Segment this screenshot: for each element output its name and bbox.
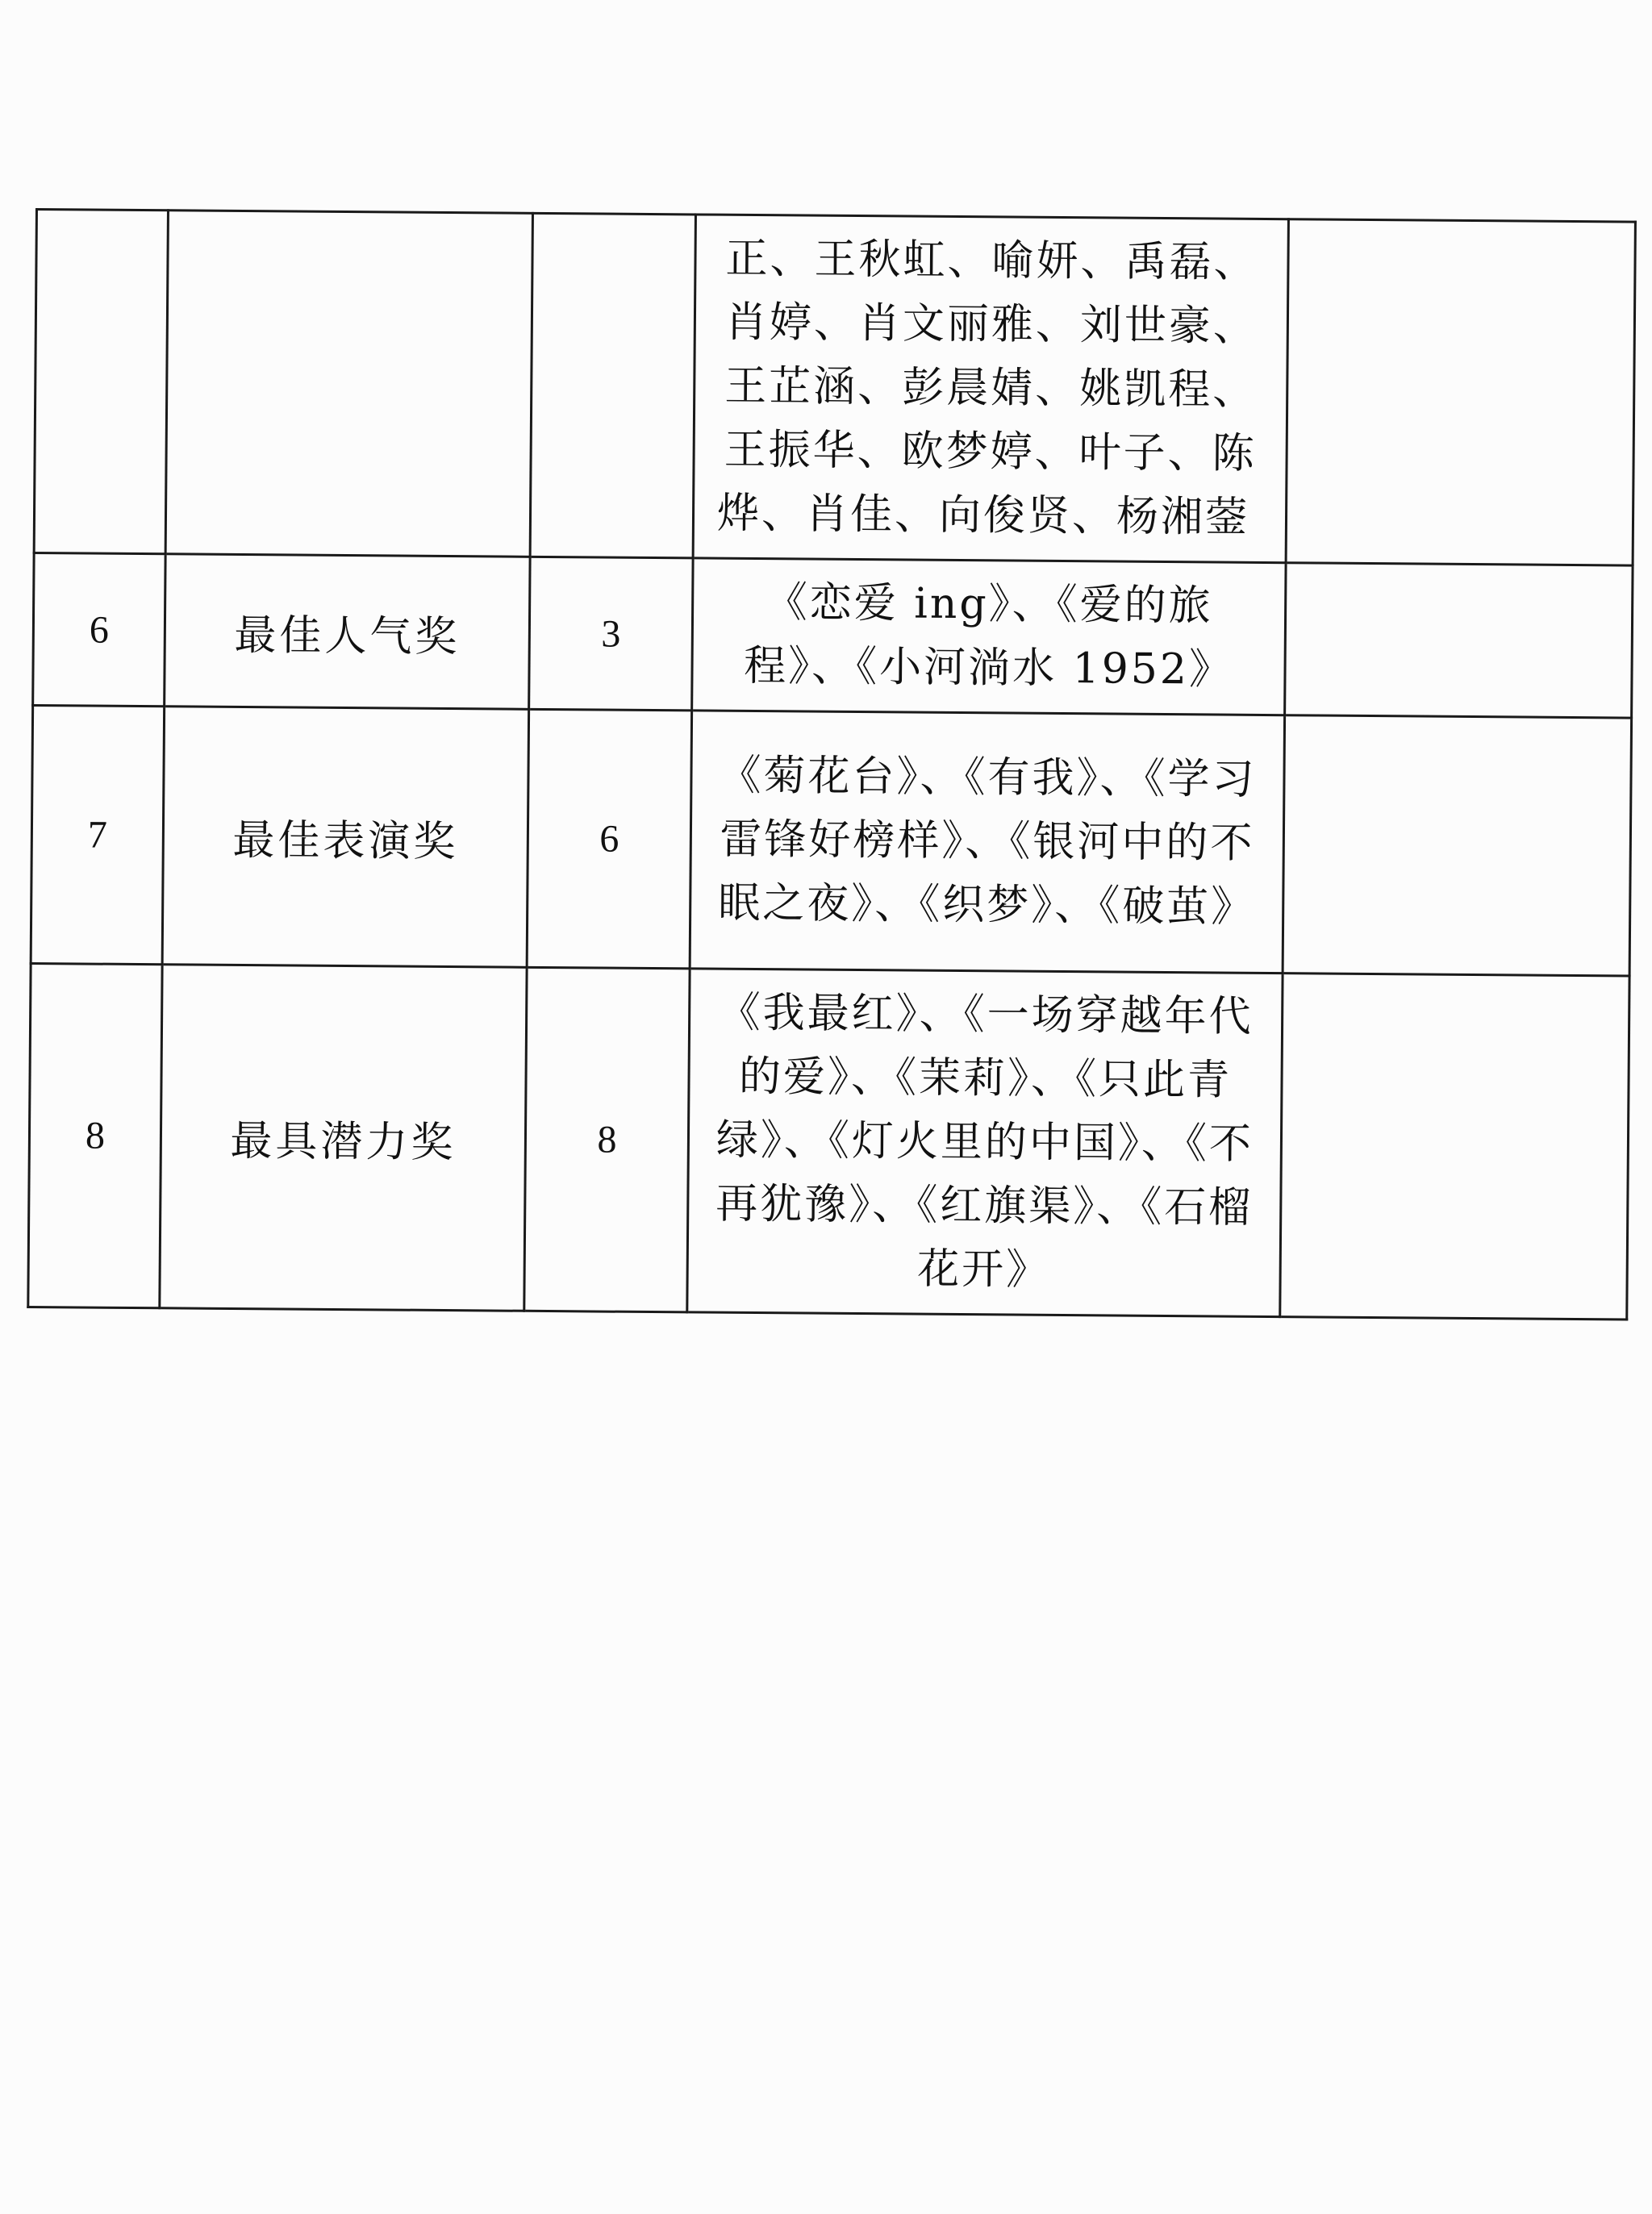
award-count-cell: 3 <box>529 557 693 711</box>
award-count-cell: 6 <box>527 709 692 969</box>
table-row <box>34 210 1635 566</box>
award-category-cell: 最佳表演奖 <box>162 707 528 968</box>
row-number-cell <box>34 210 168 554</box>
awards-table <box>27 208 1637 1321</box>
remarks-cell <box>1285 563 1633 718</box>
award-category-cell <box>165 211 532 557</box>
table-row <box>31 705 1631 976</box>
award-count-cell: 8 <box>524 967 690 1312</box>
award-category-cell: 最具潜力奖 <box>160 965 527 1311</box>
remarks-cell <box>1283 715 1632 976</box>
row-number-cell: 8 <box>28 963 162 1307</box>
winners-list-cell: 正、王秋虹、喻妍、禹磊、肖婷、肖文丽雅、刘世豪、王芷涵、彭晨婧、姚凯程、王振华、欧梦婷、叶子、陈烨、肖佳、向俊贤、杨湘蓥 <box>693 215 1288 563</box>
winners-list-cell: 《菊花台》、《有我》、《学习雷锋好榜样》、《银河中的不眠之夜》、《织梦》、《破茧》 <box>690 711 1284 974</box>
award-category-cell: 最佳人气奖 <box>165 554 530 710</box>
winners-list-cell: 《我最红》、《一场穿越年代的爱》、《茉莉》、《只此青绿》、《灯火里的中国》、《不再犹豫》、《红旗渠》、《石榴花开》 <box>687 969 1283 1317</box>
table-row <box>28 963 1629 1320</box>
remarks-cell <box>1286 219 1635 565</box>
remarks-cell <box>1280 974 1629 1320</box>
row-number-cell: 6 <box>33 552 165 706</box>
table-row <box>33 552 1633 718</box>
award-count-cell <box>530 213 695 558</box>
row-number-cell: 7 <box>31 705 165 964</box>
winners-list-cell: 《恋爱 ing》、《爱的旅程》、《小河淌水 1952》 <box>692 558 1286 715</box>
